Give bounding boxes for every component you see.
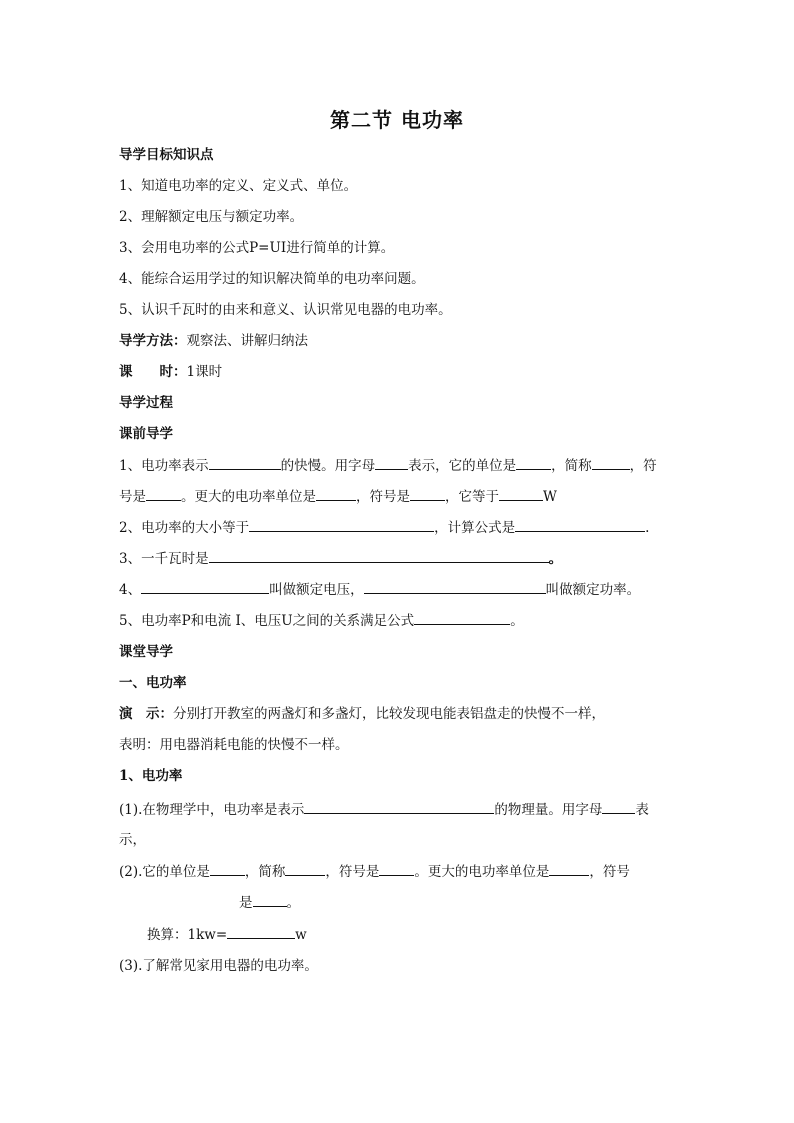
method-line [119,332,308,350]
objective-item-3: 3、会用电功率的公式P=UI进行简单的计算。 [119,240,395,256]
fill-blank[interactable] [515,518,645,532]
class-question-2: (2).它的单位是 ，简称 ，符号是 。更大的电功率单位是 ，符号 [119,864,630,880]
fill-blank[interactable] [146,487,181,501]
fill-blank[interactable] [209,456,281,470]
method-value: 观察法、讲解归纳法 [186,333,308,349]
fill-blank[interactable] [414,611,510,625]
process-heading: 导学过程 [119,395,173,411]
objective-item-2: 2、理解额定电压与额定功率。 [119,209,304,225]
fill-blank[interactable] [549,862,589,876]
period-line [119,363,222,381]
pre-question-4: 4、 叫做额定电压， 叫做额定功率。 [119,582,641,598]
pre-class-heading: 课前导学 [119,426,173,442]
fill-blank[interactable] [209,549,549,563]
objective-item-1: 1、知道电功率的定义、定义式、单位。 [119,178,358,194]
objective-item-4: 4、能综合运用学过的知识解决简单的电功率问题。 [119,271,425,287]
demo-label: 演 示： [119,706,173,722]
fill-blank[interactable] [499,487,543,501]
fill-blank[interactable] [316,487,356,501]
fill-blank[interactable] [141,580,269,594]
class-question-1-cont: 示， [119,832,146,848]
class-question-2-cont: 是 。 [239,895,300,911]
demo-text: 分别打开教室的两盏灯和多盏灯，比较发现电能表铝盘走的快慢不一样， [173,706,605,722]
fill-blank[interactable] [304,800,494,814]
section-power-heading: 一、电功率 [119,675,187,691]
fill-blank[interactable] [227,925,295,939]
pre-question-1-cont: 号是 。更大的电功率单位是 ，符号是 ，它等于 W [119,489,557,505]
fill-blank[interactable] [379,862,414,876]
objective-item-5: 5、认识千瓦时的由来和意义、认识常见电器的电功率。 [119,302,452,318]
fill-blank[interactable] [285,862,325,876]
class-question-3: (3).了解常见家用电器的电功率。 [119,958,318,974]
in-class-heading: 课堂导学 [119,644,173,660]
conclusion-line: 表明：用电器消耗电能的快慢不一样。 [119,737,349,753]
fill-blank[interactable] [602,800,635,814]
fill-blank[interactable] [375,456,408,470]
conversion-line: 换算：1kw= w [147,927,307,943]
fill-blank[interactable] [410,487,445,501]
pre-question-3: 3、一千瓦时是 。 [119,551,563,567]
page-title: 第二节 电功率 [330,108,464,132]
fill-blank[interactable] [210,862,245,876]
method-label: 导学方法： [119,333,187,349]
fill-blank[interactable] [516,456,551,470]
period-label: 课 时： [119,364,187,380]
fill-blank[interactable] [253,893,287,907]
pre-question-5: 5、电功率P和电流 I、电压U之间的关系满足公式 。 [119,613,524,629]
objectives-heading: 导学目标知识点 [119,147,214,163]
pre-question-1: 1、电功率表示 的快慢。用字母 表示，它的单位是 ，简称 ，符 [119,458,657,474]
fill-blank[interactable] [592,456,630,470]
class-question-1: (1).在物理学中，电功率是表示 的物理量。用字母 表 [119,802,649,818]
fill-blank[interactable] [364,580,546,594]
fill-blank[interactable] [249,518,434,532]
period-value: 1课时 [186,364,223,380]
subsection-power-heading: 1、电功率 [119,768,183,784]
demo-line [119,705,605,723]
pre-question-2: 2、电功率的大小等于 ，计算公式是 . [119,520,650,536]
